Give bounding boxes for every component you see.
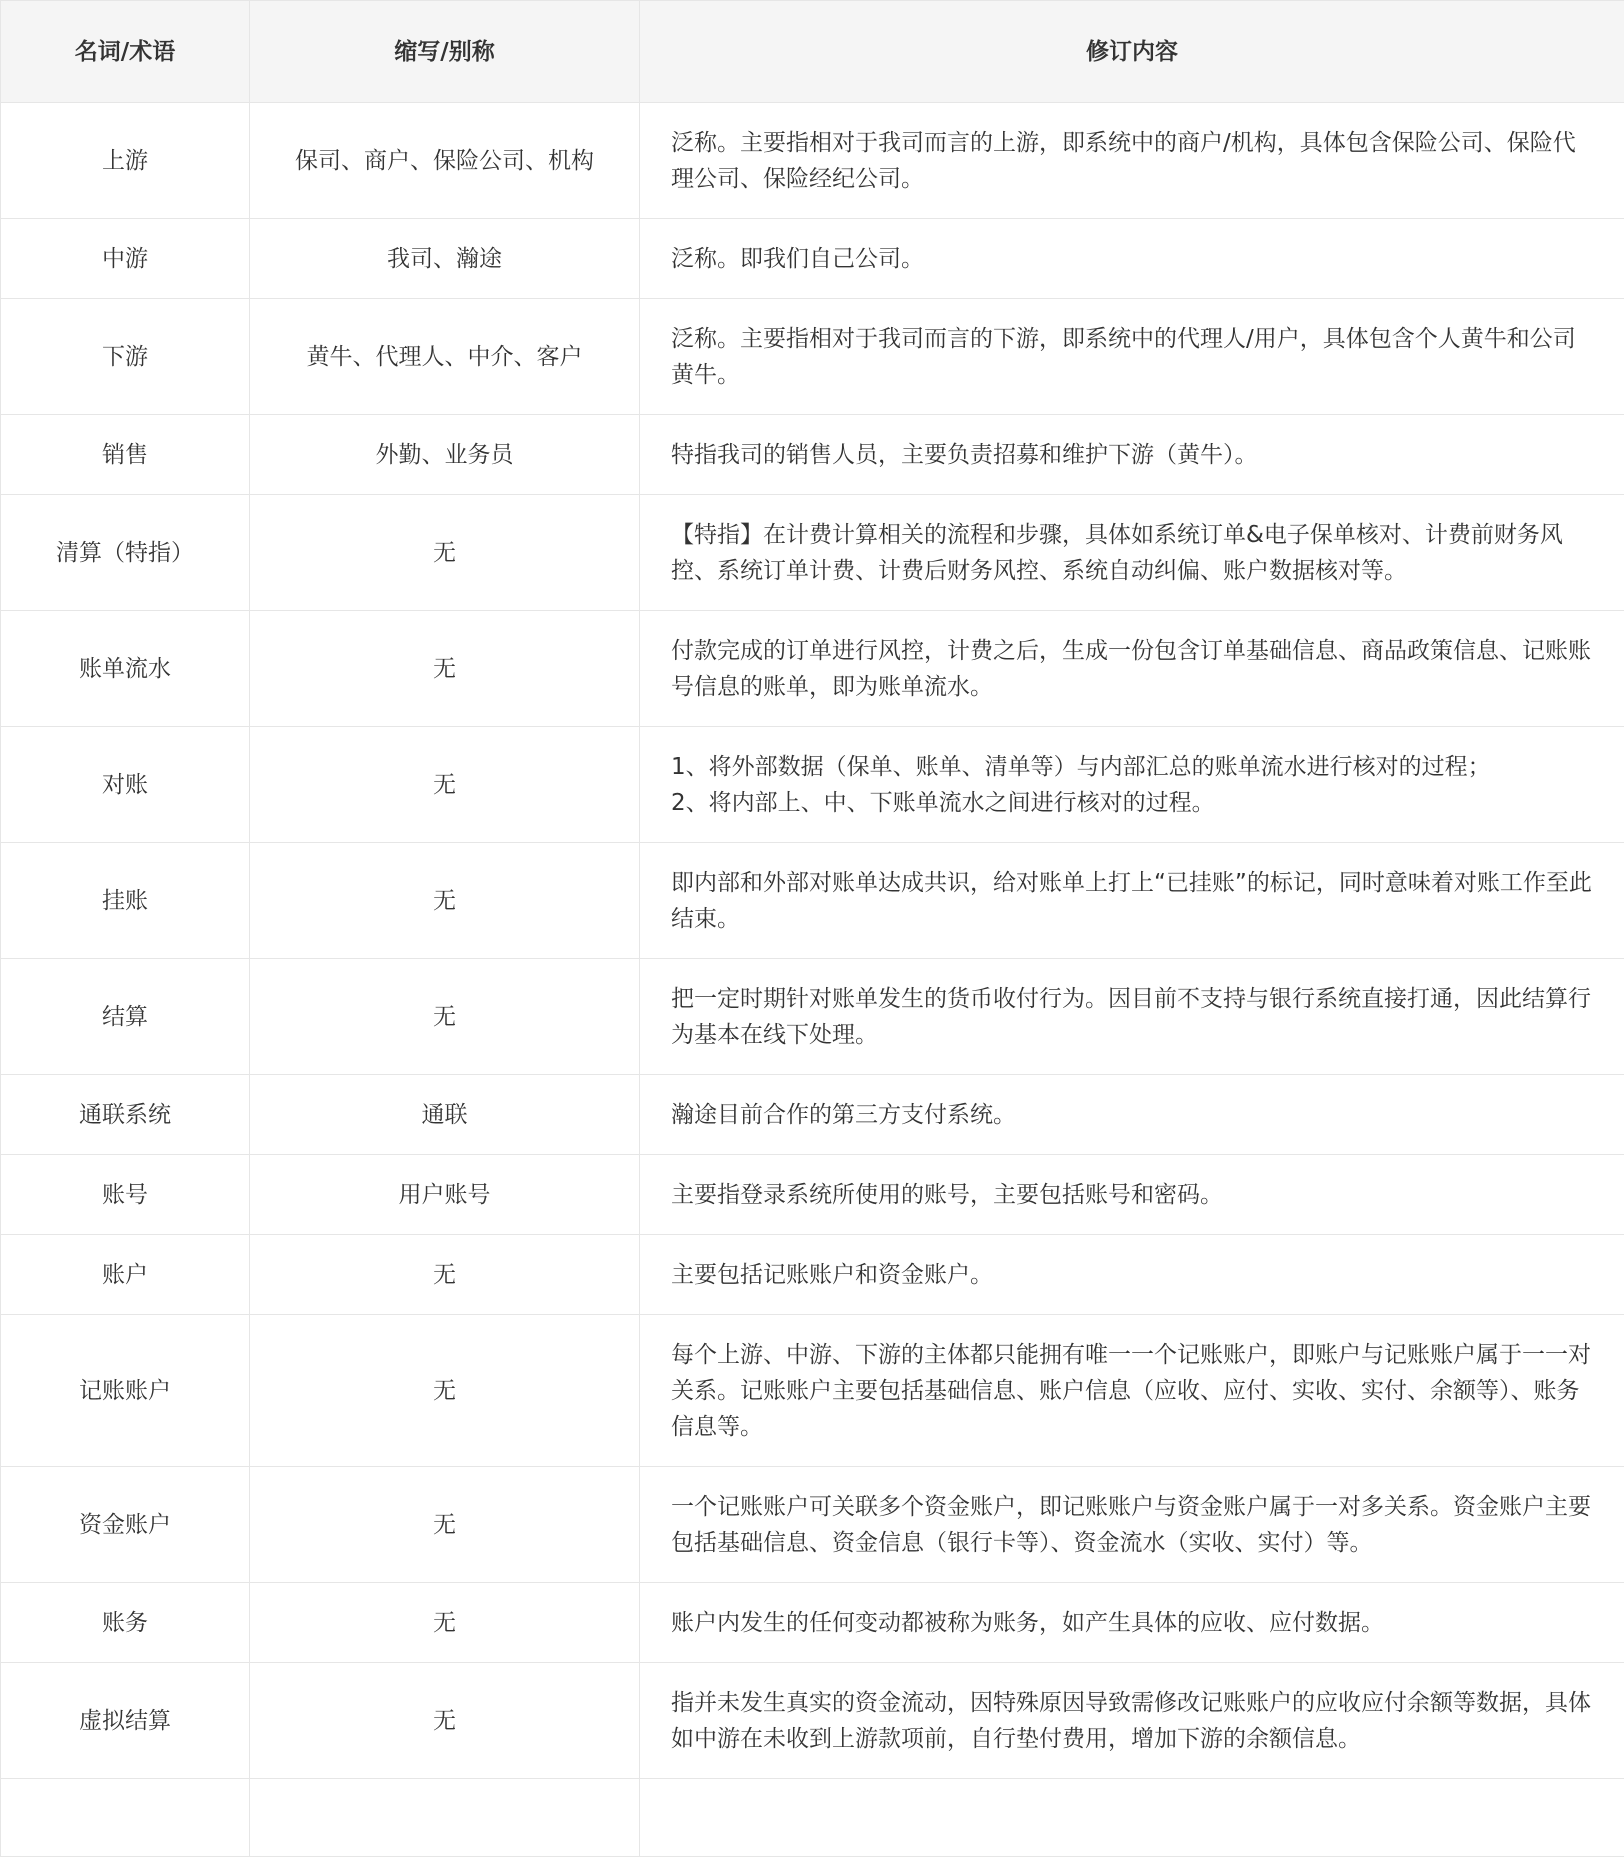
alias-cell: 无 — [250, 843, 640, 959]
table-row — [1, 611, 1624, 727]
alias-cell: 无 — [250, 959, 640, 1075]
alias-cell: 用户账号 — [250, 1155, 640, 1235]
alias-cell: 无 — [250, 611, 640, 727]
term-cell: 对账 — [1, 727, 250, 843]
alias-cell — [250, 1779, 640, 1857]
description-cell: 一个记账账户可关联多个资金账户，即记账账户与资金账户属于一对多关系。资金账户主要包括基础信息、资金信息（银行卡等）、资金流水（实收、实付）等。 — [640, 1467, 1624, 1583]
term-cell: 账单流水 — [1, 611, 250, 727]
alias-cell: 无 — [250, 727, 640, 843]
description-cell: 泛称。即我们自己公司。 — [640, 219, 1624, 299]
description-cell: 账户内发生的任何变动都被称为账务，如产生具体的应收、应付数据。 — [640, 1583, 1624, 1663]
alias-cell: 无 — [250, 1315, 640, 1467]
term-cell — [1, 1779, 250, 1857]
table-row — [1, 959, 1624, 1075]
description-cell: 把一定时期针对账单发生的货币收付行为。因目前不支持与银行系统直接打通，因此结算行为基本在线下处理。 — [640, 959, 1624, 1075]
description-cell — [640, 1779, 1624, 1857]
table-row — [1, 727, 1624, 843]
table-header — [1, 1, 1624, 103]
term-cell: 记账账户 — [1, 1315, 250, 1467]
alias-cell: 无 — [250, 1467, 640, 1583]
alias-cell: 黄牛、代理人、中介、客户 — [250, 299, 640, 415]
alias-cell: 无 — [250, 1583, 640, 1663]
alias-cell: 保司、商户、保险公司、机构 — [250, 103, 640, 219]
alias-cell: 无 — [250, 495, 640, 611]
table-row — [1, 495, 1624, 611]
description-cell: 每个上游、中游、下游的主体都只能拥有唯一一个记账账户，即账户与记账账户属于一一对关系。记账账户主要包括基础信息、账户信息（应收、应付、实收、实付、余额等）、账务信息等。 — [640, 1315, 1624, 1467]
table-row — [1, 1235, 1624, 1315]
description-cell: 主要指登录系统所使用的账号，主要包括账号和密码。 — [640, 1155, 1624, 1235]
description-cell: 【特指】在计费计算相关的流程和步骤，具体如系统订单&电子保单核对、计费前财务风控、系统订单计费、计费后财务风控、系统自动纠偏、账户数据核对等。 — [640, 495, 1624, 611]
description-cell: 主要包括记账账户和资金账户。 — [640, 1235, 1624, 1315]
table-row — [1, 415, 1624, 495]
table-row — [1, 1663, 1624, 1779]
description-cell: 指并未发生真实的资金流动，因特殊原因导致需修改记账账户的应收应付余额等数据，具体如中游在未收到上游款项前，自行垫付费用，增加下游的余额信息。 — [640, 1663, 1624, 1779]
term-cell: 账号 — [1, 1155, 250, 1235]
header-row — [1, 1, 1624, 103]
header-term: 名词/术语 — [1, 1, 250, 103]
table-row — [1, 1075, 1624, 1155]
table-row — [1, 1155, 1624, 1235]
term-cell: 通联系统 — [1, 1075, 250, 1155]
description-cell: 即内部和外部对账单达成共识，给对账单上打上“已挂账”的标记，同时意味着对账工作至此结束。 — [640, 843, 1624, 959]
alias-cell: 我司、瀚途 — [250, 219, 640, 299]
term-cell: 虚拟结算 — [1, 1663, 250, 1779]
table-row — [1, 219, 1624, 299]
term-cell: 挂账 — [1, 843, 250, 959]
term-cell: 账户 — [1, 1235, 250, 1315]
table-body — [1, 103, 1624, 1857]
table-row — [1, 1583, 1624, 1663]
term-cell: 销售 — [1, 415, 250, 495]
alias-cell: 通联 — [250, 1075, 640, 1155]
term-cell: 资金账户 — [1, 1467, 250, 1583]
table-row — [1, 299, 1624, 415]
term-cell: 下游 — [1, 299, 250, 415]
alias-cell: 无 — [250, 1235, 640, 1315]
description-cell: 1、将外部数据（保单、账单、清单等）与内部汇总的账单流水进行核对的过程； 2、将内部上、中、下账单流水之间进行核对的过程。 — [640, 727, 1624, 843]
term-cell: 中游 — [1, 219, 250, 299]
term-cell: 上游 — [1, 103, 250, 219]
header-alias: 缩写/别称 — [250, 1, 640, 103]
table-row — [1, 1467, 1624, 1583]
term-cell: 清算（特指） — [1, 495, 250, 611]
alias-cell: 无 — [250, 1663, 640, 1779]
description-cell: 瀚途目前合作的第三方支付系统。 — [640, 1075, 1624, 1155]
description-cell: 特指我司的销售人员，主要负责招募和维护下游（黄牛）。 — [640, 415, 1624, 495]
table-row-empty — [1, 1779, 1624, 1857]
term-cell: 结算 — [1, 959, 250, 1075]
table-row — [1, 103, 1624, 219]
term-cell: 账务 — [1, 1583, 250, 1663]
header-description: 修订内容 — [640, 1, 1624, 103]
table-row — [1, 1315, 1624, 1467]
description-cell: 泛称。主要指相对于我司而言的下游，即系统中的代理人/用户，具体包含个人黄牛和公司黄牛。 — [640, 299, 1624, 415]
alias-cell: 外勤、业务员 — [250, 415, 640, 495]
table-row — [1, 843, 1624, 959]
description-cell: 泛称。主要指相对于我司而言的上游，即系统中的商户/机构，具体包含保险公司、保险代理公司、保险经纪公司。 — [640, 103, 1624, 219]
description-cell: 付款完成的订单进行风控，计费之后，生成一份包含订单基础信息、商品政策信息、记账账号信息的账单，即为账单流水。 — [640, 611, 1624, 727]
